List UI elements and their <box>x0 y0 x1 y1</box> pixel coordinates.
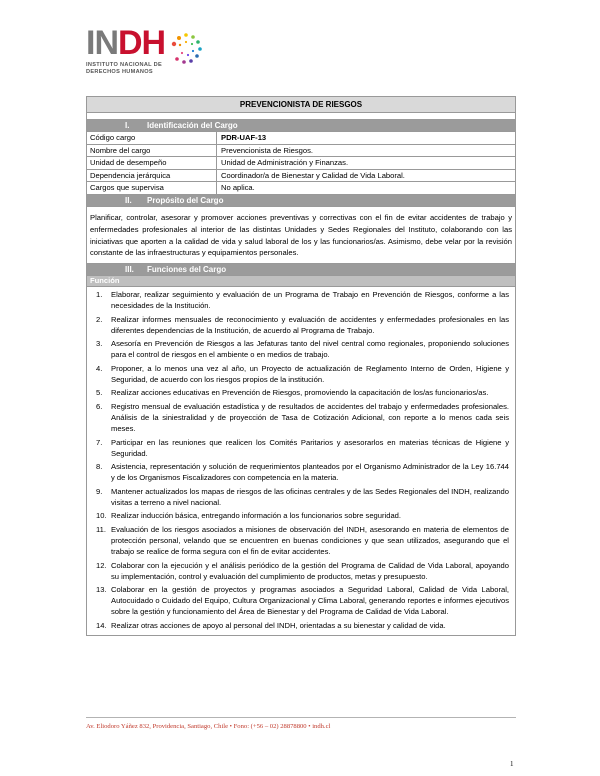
section-header-identificacion <box>87 120 515 132</box>
list-item <box>90 387 509 398</box>
item-text: Elaborar, realizar seguimiento y evaluación de un Programa de Trabajo en Prevención de Riesgos, conforme a las necesidades de la Institución. <box>111 290 509 311</box>
section-title: Funciones del Cargo <box>147 265 227 275</box>
item-text: Colaborar en la gestión de proyectos y programas asociados a Seguridad Laboral, Calidad de Vida Laboral, Autocuidado o Cuidado del Equipo, Cultura Organizacional y Clima Laboral, generando reportes e informes ejecutivos sobre la gestión y funcionamiento del Área de Bienestar y del Programa de Calidad de Vida Laboral. <box>111 585 509 617</box>
list-item <box>90 314 509 336</box>
logo-dots-icon <box>166 30 206 66</box>
table-row <box>87 182 515 195</box>
table-row <box>87 157 515 170</box>
page-number: 1 <box>510 760 514 768</box>
list-item <box>90 510 509 521</box>
list-item <box>90 620 509 631</box>
row-label: Código cargo <box>87 132 217 144</box>
row-label: Unidad de desempeño <box>87 157 217 169</box>
section-title: Propósito del Cargo <box>147 195 224 205</box>
section-number: I. <box>125 121 130 130</box>
item-text: Colaborar con la ejecución y el análisis periódico de la gestión del Programa de Calidad de Vida Laboral, apoyando su implementación, control y evaluación del cumplimiento de productos, metas y presupuesto. <box>111 560 509 581</box>
list-item <box>90 560 509 582</box>
item-number: 12. <box>96 560 107 570</box>
item-number: 6. <box>96 401 103 411</box>
item-number: 4. <box>96 363 103 373</box>
footer-divider <box>86 717 516 718</box>
job-description-table <box>86 96 516 636</box>
table-row <box>87 132 515 145</box>
section-header-funciones <box>87 264 515 276</box>
list-item <box>90 401 509 434</box>
functions-list <box>87 287 515 635</box>
row-value: Prevencionista de Riesgos. <box>221 145 314 155</box>
purpose-paragraph: Planificar, controlar, asesorar y promover acciones preventivas y correctivas con el fin de evitar accidentes de trabajo y enfermedades profesionales al interior de las distintas Unidades y Sedes Regionales del Instituto, colaborando con las iniciativas que aporten a la calidad de vida y salud laboral de los y las funcionarios/as. Asimismo, debe velar por la revisión constante de las infraestructuras y equipamientos personales. <box>87 207 515 264</box>
item-number: 3. <box>96 339 103 349</box>
logo-word-grey: IN <box>86 24 118 62</box>
indh-logo <box>86 24 206 84</box>
item-number: 14. <box>96 620 107 630</box>
list-item <box>90 437 509 459</box>
row-value: PDR-UAF-13 <box>221 133 267 142</box>
logo-wordmark <box>86 24 165 62</box>
footer-address: Av. Eliodoro Yáñez 832, Providencia, Santiago, Chile • Fono: (+56 – 02) 28878800 • indh.cl <box>86 723 331 730</box>
list-item <box>90 461 509 483</box>
item-text: Registro mensual de evaluación estadística y de resultados de accidentes del trabajo y enfermedades profesionales. Análisis de la siniestralidad y de proyección de Tasa de Cotización Adicional, con reporte a lo menos cada seis meses. <box>111 401 509 434</box>
section-header-proposito <box>87 195 515 207</box>
table-row <box>87 170 515 183</box>
row-label: Nombre del cargo <box>87 145 217 157</box>
list-item <box>90 524 509 557</box>
item-text: Realizar informes mensuales de reconocimiento y evaluación de accidentes y enfermedades profesionales en las diferentes dependencias de la Institución, de acuerdo al Programa de Trabajo. <box>111 314 509 335</box>
item-number: 13. <box>96 585 107 595</box>
logo-subtitle <box>86 62 162 75</box>
item-number: 10. <box>96 511 107 521</box>
function-column-header: Función <box>87 276 515 287</box>
item-text: Evaluación de los riesgos asociados a misiones de observación del INDH, asesorando en materia de elementos de protección personal, velando que se encuentren en buenas condiciones y que sean utilizados, asegurando que el trabajo se realice de forma segura con el fin de evitar accidentes. <box>111 524 509 557</box>
document-title: PREVENCIONISTA DE RIESGOS <box>87 97 515 113</box>
item-number: 7. <box>96 437 103 447</box>
list-item <box>90 338 509 360</box>
logo-sub-line1: INSTITUTO NACIONAL DE <box>86 62 163 68</box>
row-value: Unidad de Administración y Finanzas. <box>221 158 349 168</box>
item-text: Asesoría en Prevención de Riesgos a las Jefaturas tanto del nivel central como regionales, proponiendo soluciones para el control de riesgos en el ambiente o en medios de trabajo. <box>111 339 509 360</box>
list-item <box>90 584 509 617</box>
item-text: Realizar inducción básica, entregando información a los funcionarios sobre seguridad. <box>111 511 401 521</box>
item-text: Realizar otras acciones de apoyo al personal del INDH, orientadas a su bienestar y calidad de vida. <box>111 620 446 630</box>
item-text: Participar en las reuniones que realicen los Comités Paritarios y asesorarlos en materias técnicas de Higiene y Seguridad. <box>111 437 509 458</box>
row-label: Dependencia jerárquica <box>87 170 217 182</box>
item-number: 8. <box>96 462 103 472</box>
item-text: Realizar acciones educativas en Prevención de Riesgos, promoviendo la capacitación de los/as funcionarios/as. <box>111 388 489 398</box>
item-text: Mantener actualizados los mapas de riesgos de las oficinas centrales y de las Sedes Regionales del INDH, realizando visitas a terreno a nivel nacional. <box>111 486 509 507</box>
item-number: 9. <box>96 486 103 496</box>
logo-word-red: DH <box>118 24 166 62</box>
spacer-row <box>87 113 515 120</box>
item-number: 11. <box>96 524 106 534</box>
table-row <box>87 145 515 158</box>
item-text: Proponer, a lo menos una vez al año, un Proyecto de actualización de Reglamento Interno de Orden, Higiene y Seguridad, de acuerdo con los riesgos propios de la institución. <box>111 363 509 384</box>
list-item <box>90 363 509 385</box>
section-title: Identificación del Cargo <box>147 121 238 130</box>
section-number: II. <box>125 195 132 205</box>
row-label: Cargos que supervisa <box>87 182 217 194</box>
item-number: 5. <box>96 388 103 398</box>
row-value: No aplica. <box>221 183 255 193</box>
item-number: 2. <box>96 314 103 324</box>
section-number: III. <box>125 265 134 275</box>
row-value: Coordinador/a de Bienestar y Calidad de Vida Laboral. <box>221 170 405 180</box>
logo-sub-line2: DERECHOS HUMANOS <box>86 68 153 75</box>
list-item <box>90 486 509 508</box>
item-text: Asistencia, representación y solución de requerimientos planteados por el Organismo Administrador de la Ley 16.744 y de los Organismos Fiscalizadores con competencia en la materia. <box>111 462 509 483</box>
list-item <box>90 289 509 311</box>
item-number: 1. <box>96 290 103 300</box>
